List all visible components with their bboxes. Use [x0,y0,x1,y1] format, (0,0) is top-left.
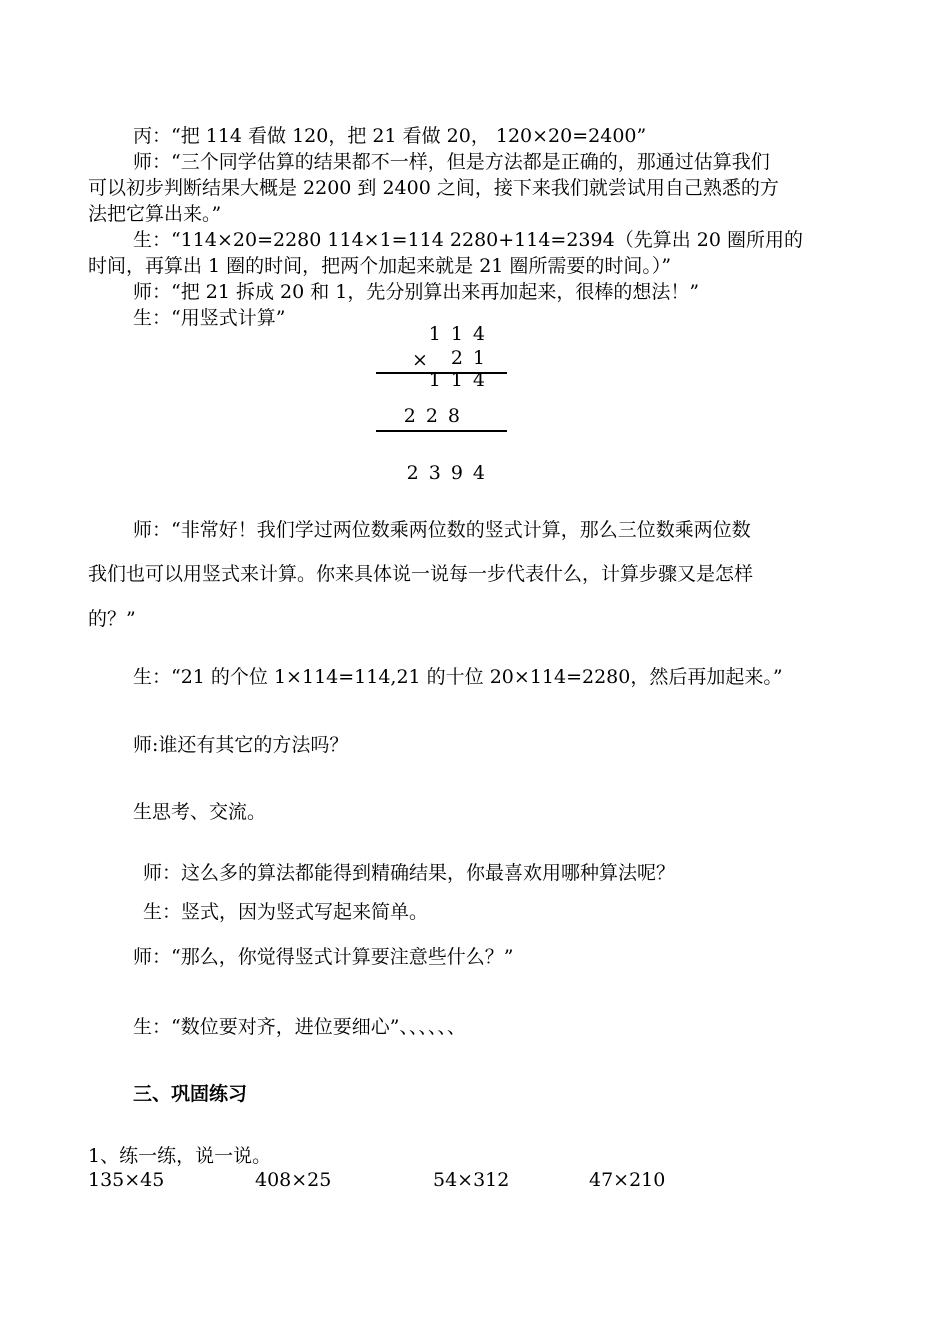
paragraph-3: 师:谁还有其它的方法吗？ [133,734,349,756]
partial-product-2: 228 [403,405,470,427]
dialogue-line-1: 丙：“把 114 看做 120，把 21 看做 20， 120×20=2400” [133,125,647,147]
section-title: 三、巩固练习 [133,1083,248,1105]
paragraph-6: 生：竖式，因为竖式写起来简单。 [143,901,429,923]
paragraph-4: 生思考、交流。 [133,801,267,823]
dialogue-line-4: 法把它算出来。” [88,203,222,225]
multiply-sign: × [412,349,428,371]
paragraph-7: 师：“那么，你觉得竖式计算要注意些什么？” [133,946,514,968]
dialogue-line-5: 生：“114×20=2280 114×1=114 2280+114=2394（先算出 20 圈所用的 [133,229,803,251]
paragraph-1-line-2: 我们也可以用竖式来计算。你来具体说一说每一步代表什么，计算步骤又是怎样 [88,563,754,585]
multiplier: 21 [450,347,495,369]
dialogue-line-3: 可以初步判断结果大概是 2200 到 2400 之间，接下来我们就尝试用自己熟悉的方 [88,177,779,199]
dialogue-line-2: 师：“三个同学估算的结果都不一样，但是方法都是正确的，那通过估算我们 [133,151,770,173]
exercise-item: 47×210 [589,1169,666,1191]
dialogue-line-6: 时间，再算出 1 圈的时间，把两个加起来就是 21 圈所需要的时间。）” [88,255,672,277]
calc-rule-2 [376,430,507,432]
dialogue-line-8: 生：“用竖式计算” [133,307,286,329]
exercise-item: 135×45 [88,1169,165,1191]
exercise-item: 408×25 [255,1169,332,1191]
paragraph-1-line-1: 师：“非常好！我们学过两位数乘两位数的竖式计算，那么三位数乘两位数 [133,519,751,541]
paragraph-5: 师：这么多的算法都能得到精确结果，你最喜欢用哪种算法呢？ [143,862,676,884]
partial-product-1: 114 [428,369,495,391]
exercise-item: 54×312 [433,1169,510,1191]
multiplicand: 114 [428,323,495,345]
paragraph-2: 生：“21 的个位 1×114=114,21 的十位 20×114=2280，然后再加起来。” [133,666,783,688]
dialogue-line-7: 师：“把 21 拆成 20 和 1，先分别算出来再加起来，很棒的想法！” [133,281,700,303]
paragraph-1-line-3: 的？” [88,608,136,630]
paragraph-8: 生：“数位要对齐，进位要细心”、、、、、、 [133,1016,466,1038]
product-result: 2394 [406,462,495,484]
exercise-heading: 1、练一练，说一说。 [88,1145,272,1167]
